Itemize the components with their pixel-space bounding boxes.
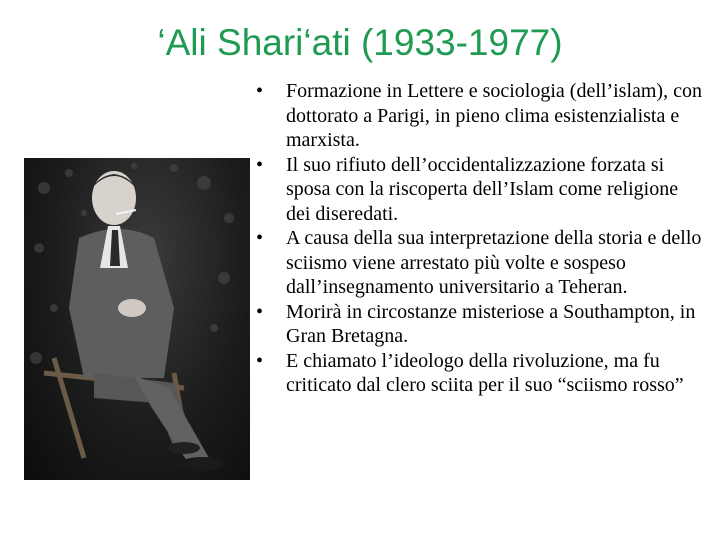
bullet-list [254,79,704,398]
bullet-item [254,226,704,300]
slide-title: ‘Ali Shari‘ati (1933-1977) [157,22,563,63]
portrait-photo [24,158,250,480]
bullet-item [254,349,704,398]
bullet-marker: • [256,227,264,249]
bullet-marker: • [256,349,264,372]
bullet-marker: • [256,80,264,102]
bullet-item [254,79,704,153]
bullet-marker: • [256,153,264,176]
bullet-text: Il suo rifiuto dell’occidentalizzazione forzata si sposa con la riscoperta dell’Islam come religione dei diseredati. [286,153,679,225]
bullet-marker: • [256,300,264,323]
bullet-item [254,153,704,227]
bullet-item [254,300,704,349]
bullet-text: Formazione in Lettere e sociologia (dell’islam), con dottorato a Parigi, in pieno clima esistenzialista e marxista. [286,80,702,151]
bullet-text: E chiamato l’ideologo della rivoluzione, ma fu criticato dal clero sciita per il suo “sciismo rosso” [286,349,684,396]
bullet-text: A causa della sua interpretazione della storia e dello sciismo viene arrestato più volte e sospeso dall’insegnamento universitario a Teheran. [286,227,702,298]
bullet-text: Morirà in circostanze misteriose a Southampton, in Gran Bretagna. [286,300,696,347]
